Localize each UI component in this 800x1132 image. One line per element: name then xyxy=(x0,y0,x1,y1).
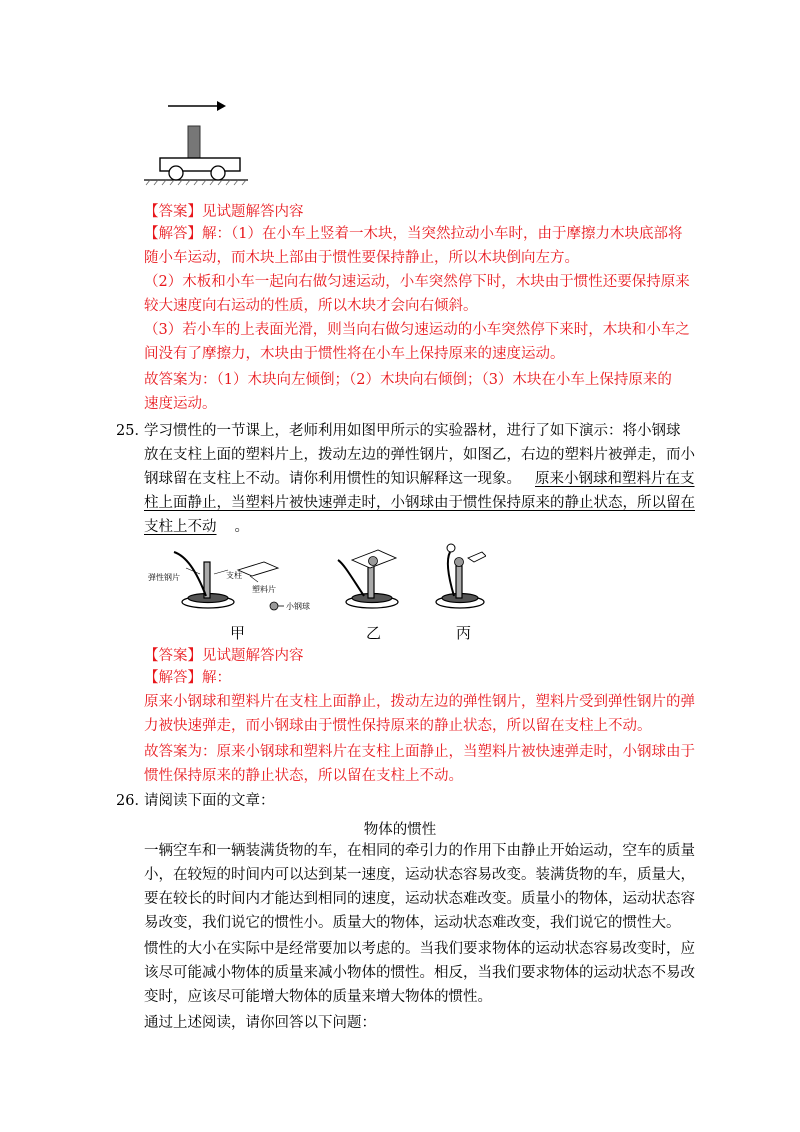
q25-analysis-title: 【解答】解： xyxy=(144,670,231,686)
q25-stem-line xyxy=(144,516,249,538)
q25-number: 25． xyxy=(116,423,149,439)
article-paragraph-line: 易改变，我们说它的惯性小。质量大的物体，运动状态难改变，我们说它的惯性大。 xyxy=(144,915,681,931)
q25-stem-line xyxy=(144,468,695,490)
q24-analysis-line: 【解答】解：（1）在小车上竖着一木块，当突然拉动小车时，由于摩擦力木块底部将 xyxy=(144,226,683,242)
cart-wheel-left xyxy=(169,166,183,180)
q24-analysis-line: 较大速度向右运动的性质，所以木块才会向右倾斜。 xyxy=(144,298,478,314)
q26-stem: 请阅读下面的文章： xyxy=(144,793,275,809)
wood-block xyxy=(188,126,200,158)
q25-filled-blank: 支柱上不动 xyxy=(144,519,217,535)
q25-answer-line: 【答案】见试题解答内容 xyxy=(144,648,304,664)
q24-analysis-line: （2）木板和小车一起向右做匀速运动，小车突然停下时，木块由于惯性还要保持原来 xyxy=(144,274,690,290)
article-paragraph-line: 一辆空车和一辆装满货物的车，在相同的牵引力的作用下由静止开始运动，空车的质量 xyxy=(144,843,695,859)
q25-stem-line: 放在支柱上面的塑料片上，拨动左边的弹性钢片，如图乙，右边的塑料片被弹走，而小 xyxy=(144,447,695,463)
q25-analysis-line: 原来小钢球和塑料片在支柱上面静止，拨动左边的弹性钢片，塑料片受到弹性钢片的弹 xyxy=(144,694,695,710)
q25-stem-line: 学习惯性的一节课上，老师利用如图甲所示的实验器材，进行了如下演示：将小钢球 xyxy=(144,423,681,439)
q25-final-answer: 故答案为：原来小钢球和塑料片在支柱上面静止，当塑料片被快速弹走时，小钢球由于 xyxy=(144,744,695,760)
cart-block-figure xyxy=(142,96,252,188)
cart-wheel-right xyxy=(211,166,225,180)
article-paragraph-line: 小，在较短的时间内可以达到某一速度，运动状态容易改变。装满货物的车，质量大， xyxy=(144,867,695,883)
q25-analysis-line: 力被快速弹走，而小钢球由于惯性保持原来的静止状态，所以留在支柱上不动。 xyxy=(144,718,652,734)
arrow-head-icon xyxy=(217,101,226,111)
q25-stem-end: 。 xyxy=(234,519,249,535)
q26-prompt: 通过上述阅读，请你回答以下问题： xyxy=(144,1015,376,1031)
ground-hatching xyxy=(146,180,246,185)
q24-answer-line: 【答案】见试题解答内容 xyxy=(144,204,304,220)
caption-yi: 乙 xyxy=(366,624,382,642)
q24-analysis-line: （3）若小车的上表面光滑，则当向右做匀速运动的小车突然停下来时，木块和小车之 xyxy=(144,322,690,338)
caption-jia: 甲 xyxy=(230,624,246,642)
inertia-apparatus-figure xyxy=(146,540,486,644)
q24-final-answer: 故答案为：（1）木块向左倾倒；（2）木块向右倾倒；（3）木块在小车上保持原来的 xyxy=(144,372,672,388)
q25-stem-text: 钢球留在支柱上不动。请你利用惯性的知识解释这一现象。 xyxy=(144,471,521,487)
q24-analysis-line: 随小车运动，而木块上部由于惯性要保持静止，所以木块倒向左方。 xyxy=(144,250,579,266)
label-steel-ball: 小钢球 xyxy=(286,602,310,611)
apparatus-c xyxy=(436,544,486,608)
label-plastic-sheet: 塑料片 xyxy=(252,585,276,594)
q24-final-answer: 速度运动。 xyxy=(144,396,217,412)
q25-filled-blank: 柱上面静止，当塑料片被快速弹走时，小钢球由于惯性保持原来的静止状态，所以留在 xyxy=(144,495,695,511)
q24-analysis-line: 间没有了摩擦力，木块由于惯性将在小车上保持原来的速度运动。 xyxy=(144,346,565,362)
apparatus-a xyxy=(174,552,284,610)
article-paragraph-line: 惯性的大小在实际中是经常要加以考虑的。当我们要求物体的运动状态容易改变时，应 xyxy=(144,941,695,957)
q25-filled-blank: 原来小钢球和塑料片在支 xyxy=(535,471,695,487)
label-pillar: 支柱 xyxy=(226,571,242,580)
article-paragraph-line: 该尽可能减小物体的质量来减小物体的惯性。相反，当我们要求物体的运动状态不易改 xyxy=(144,965,695,981)
apparatus-b xyxy=(338,550,398,608)
q25-final-answer: 惯性保持原来的静止状态，所以留在支柱上不动。 xyxy=(144,768,463,784)
q26-number: 26． xyxy=(116,793,149,809)
article-paragraph-line: 要在较长的时间内才能达到相同的速度，运动状态难改变。质量小的物体，运动状态容 xyxy=(144,891,695,907)
article-paragraph-line: 变时，应该尽可能增大物体的质量来增大物体的惯性。 xyxy=(144,989,492,1005)
article-title: 物体的惯性 xyxy=(363,822,437,838)
label-spring-plate: 弹性钢片 xyxy=(148,573,180,582)
caption-bing: 丙 xyxy=(456,624,472,642)
